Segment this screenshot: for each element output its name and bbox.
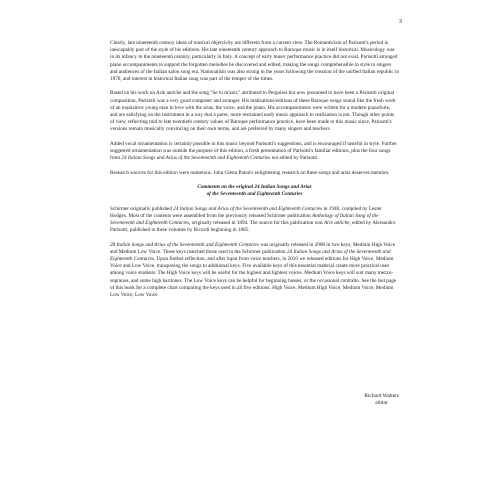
book-title: Anthology of Italian Song of the Seventeenth and Eighteenth Centuries bbox=[110, 212, 379, 226]
text-run: . Upon further reflection, and after input from voice teachers, in 2010 we released editions for High Voice, Medium Voice and Low Voice, transposing the songs to additional keys. Five available keys of this essential material create more practical uses among voice students. The High Voice keys will be useful for the highest and lightest voices. Medium Voice keys will suit many mezzo-sopranos, and some high baritones. The Low Voice keys can be helpful for beginning basses, or the occasional contralto. See the last page of this book for a complete chart comparing the keys used in all five editions: High Voice, Medium High Voice, Medium Voice, Medium Low Voice, Low Voice. bbox=[110, 256, 397, 299]
paragraph-research-sources: Research sources for this edition were numerous. John Glenn Paton's enlightening research on these songs and arias deserves mention. bbox=[110, 169, 390, 176]
text-run: in 1948, compiled by Lester Hodges. Most of the contents were assembled from the previously released Schirmer publication bbox=[110, 205, 382, 219]
page-number: 3 bbox=[398, 18, 402, 25]
book-title: 24 Italian Songs and Arias of the Seventeenth and Eighteenth Centuries bbox=[173, 205, 323, 212]
text-run: , edited by Alessandro Parisotti, published in three volumes by Ricordi beginning in 1885. bbox=[110, 220, 396, 234]
text-run: Added vocal ornamentation is certainly possible in this music beyond Parisotti's suggestions, and is encouraged if tasteful in style. Further suggested ornamentation was outside the purpose of this edition, a fresh presentation of Parisotti's familiar editions, plus the four songs from bbox=[110, 140, 397, 162]
paragraph-parisotti-composer: Based on his work on Arie antiche and the song "Se tu m'ami," attributed to Pergolesi but now presumed to have been a Parisotti original composition, Parisotti was a very good composer and arranger. His realizations/editions of these Baroque songs sound like the fresh work of an inquisitive young man in love with the arias, the voice, and the piano. His accompaniments were written for a modern pianoforte, and are satisfying on the instrument in a way that a purer, more restrained early music approach to realization is not. Though other points of view, reflecting mid to late twentieth century values of Baroque performance practice, have been made to this music since, Parisotti's versions remain musically convincing on their own terms, and are preferred by many singers and teachers. bbox=[110, 90, 396, 133]
book-title: 28 Italian Songs and Arias of the Seventeenth and Eighteenth Centuries bbox=[110, 241, 259, 248]
signature-name: Richard Walters bbox=[364, 393, 399, 399]
section-heading-line: Comments on the original 24 Italian Songs and Arias bbox=[197, 184, 312, 190]
paragraph-romanticism: Clearly, late nineteenth century ideas of musical objectivity are different from a current view. The Romanticism of Parisotti's period is inescapably part of the style of his editions. His late nineteenth century approach to Baroque music is in itself historical. Musicology was in its infancy in the nineteenth century, particularly in Italy. A concept of early music performance practice did not exist. Parisotti arranged piano accompaniments to support the forgotten melodies he discovered and edited, making the songs comprehensible in style to singers and audiences of the Italian salon song era. Nationalism was also strong in the years following the creation of the unified Italian republic in 1870, and interest in historical Italian song was part of the temper of the times. bbox=[110, 40, 399, 83]
book-title: Arie antiche bbox=[323, 220, 350, 226]
section-heading bbox=[110, 184, 399, 198]
paragraph-schirmer-history bbox=[110, 206, 399, 235]
text-run: , originally released in 1894. The source for this publication was bbox=[189, 220, 324, 226]
text-run: Schirmer originally published bbox=[110, 205, 174, 212]
text-run: was originally released in 2008 in two keys, Medium High Voice and Medium Low Voice. These keys matched those used in the Schirmer publication bbox=[110, 241, 395, 255]
book-title: 24 Italian Songs and Arias of the Seventeenth and Eighteenth Centuries bbox=[121, 155, 271, 162]
signature-block bbox=[364, 393, 399, 407]
section-heading-line: of the Seventeenth and Eighteenth Centuries bbox=[206, 191, 303, 198]
signature-role: editor bbox=[375, 400, 388, 407]
paragraph-editions-keys bbox=[110, 242, 399, 300]
text-run: not edited by Parisotti. bbox=[270, 155, 319, 162]
document-body bbox=[110, 40, 399, 306]
paragraph-ornamentation bbox=[110, 141, 399, 163]
book-title: 24 Italian Songs and Arias of the Seventeenth and Eighteenth Centuries bbox=[110, 248, 391, 262]
